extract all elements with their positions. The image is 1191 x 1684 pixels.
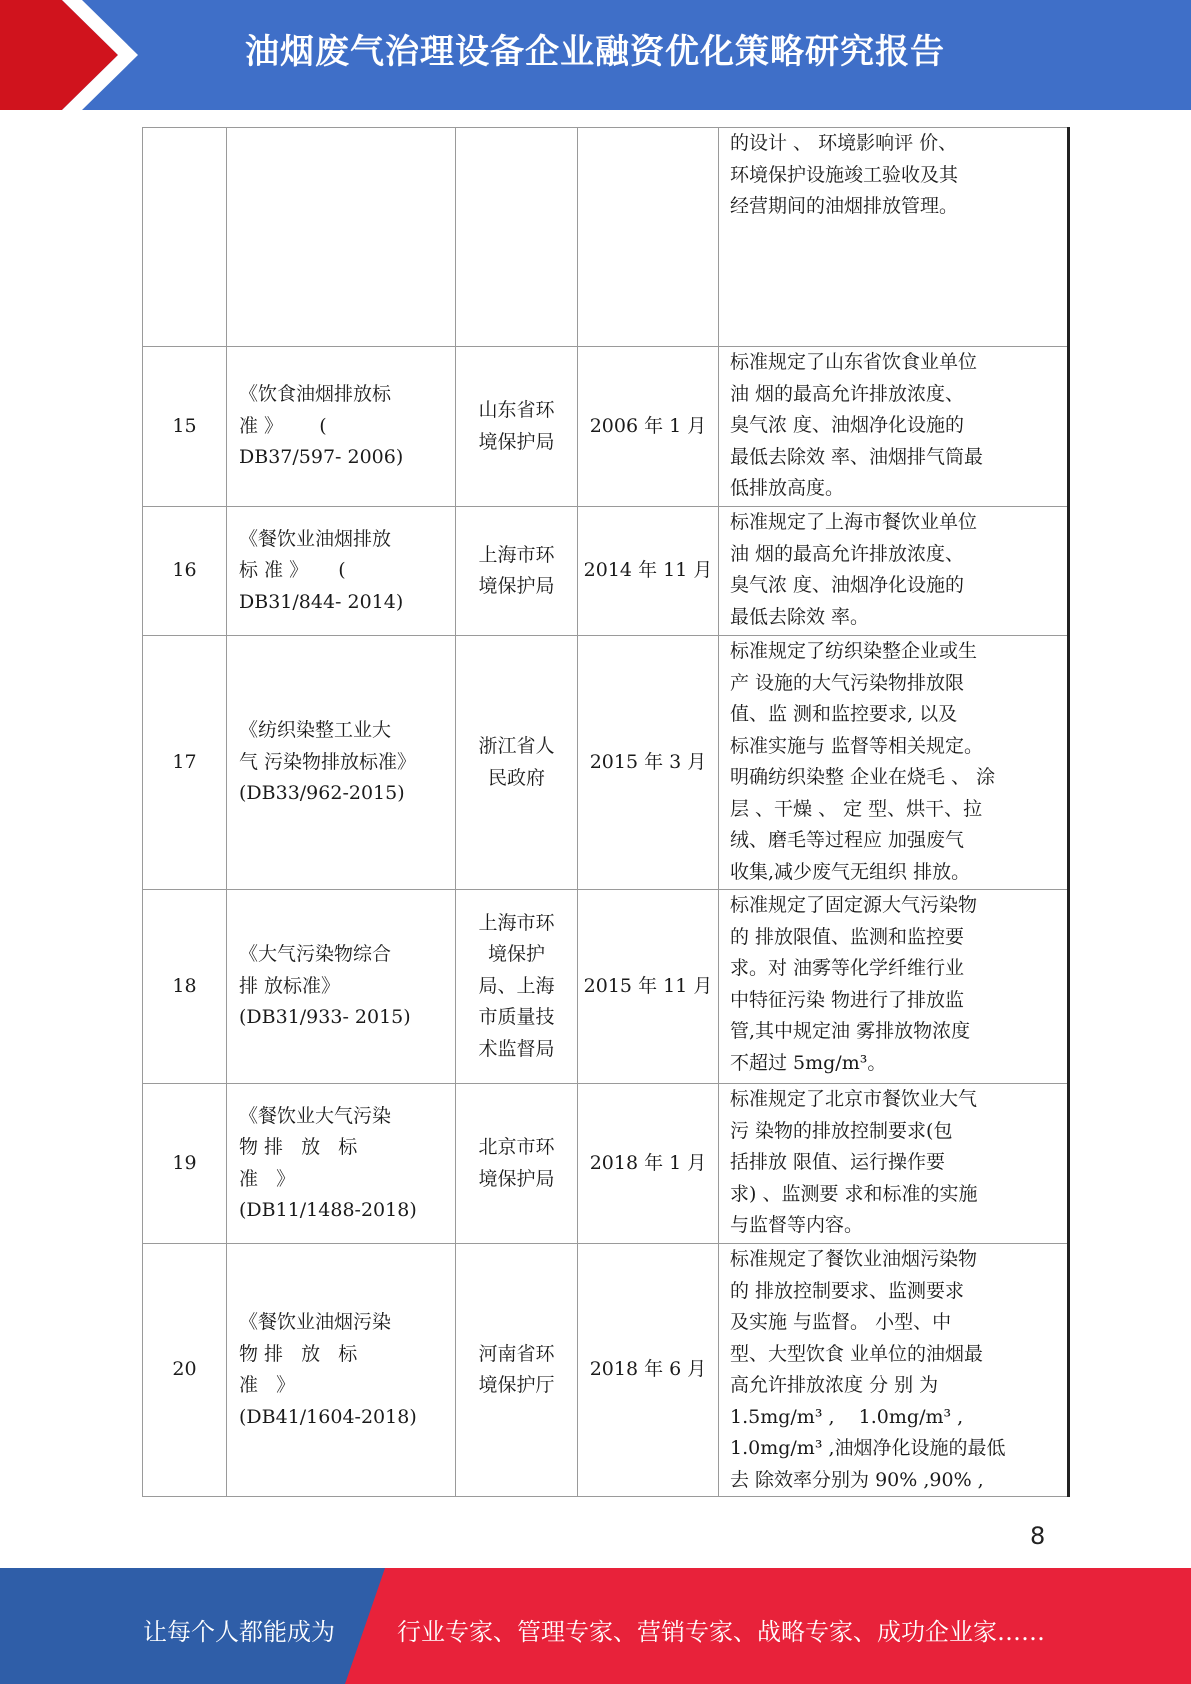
table-row xyxy=(143,507,1069,636)
cell-description-line: 求。对 油雾等化学纤维行业 xyxy=(730,957,965,979)
cell-description xyxy=(719,1084,1069,1244)
cell-authority-line: 境保护厅 xyxy=(478,1374,555,1396)
cell-standard-name-line: 《饮食油烟排放标 xyxy=(239,383,392,406)
cell-description-line: 油 烟的最高允许排放浓度、 xyxy=(730,382,965,405)
cell-standard-name-line: 排 放标准》 xyxy=(239,974,341,997)
cell-description-line: 及实施 与监督。 小型、中 xyxy=(730,1311,952,1333)
cell-standard-name-line: 标 准 》 ( xyxy=(239,559,346,582)
header-title: 油烟废气治理设备企业融资优化策略研究报告 xyxy=(245,32,945,72)
cell-standard-name xyxy=(227,890,456,1084)
cell-authority xyxy=(456,636,578,890)
cell-description-line: 的 排放控制要求、监测要求 xyxy=(730,1279,965,1302)
cell-description-line: 绒、磨毛等过程应 加强废气 xyxy=(730,829,965,851)
cell-authority-line: 民政府 xyxy=(487,766,545,789)
cell-standard-name-line: 《餐饮业大气污染 xyxy=(239,1104,392,1127)
cell-standard-name-line: 准 》 xyxy=(239,1167,296,1190)
cell-number: 17 xyxy=(143,636,227,890)
cell-standard-name-line: 《餐饮业油烟污染 xyxy=(239,1311,392,1333)
cell-description-line: 中特征污染 物进行了排放监 xyxy=(730,988,965,1011)
cell-authority xyxy=(456,507,578,636)
cell-standard-name-line: 气 污染物排放标准》 xyxy=(239,750,417,773)
cell-description-line: 1.5mg/m³ , 1.0mg/m³ , xyxy=(730,1405,964,1428)
table-row xyxy=(143,1084,1069,1244)
cell-standard-name xyxy=(227,1244,456,1497)
cell-description xyxy=(719,1244,1069,1497)
cell-authority xyxy=(456,890,578,1084)
cell-standard-name xyxy=(227,1084,456,1244)
cell-description xyxy=(719,636,1069,890)
standards-table xyxy=(142,127,1070,1497)
page-number: 8 xyxy=(1030,1522,1046,1550)
cell-date: 2014 年 11 月 xyxy=(578,507,719,636)
cell-authority-line: 局、上海 xyxy=(478,974,555,997)
cell-number xyxy=(143,128,227,347)
table-row xyxy=(143,636,1069,890)
cell-authority xyxy=(456,347,578,507)
table-row xyxy=(143,347,1069,507)
table-row xyxy=(143,1244,1069,1497)
cell-description-line: 最低去除效 率、油烟排气筒最 xyxy=(730,445,984,468)
cell-standard-name-line: (DB31/933- 2015) xyxy=(239,1006,411,1029)
table-row xyxy=(143,890,1069,1084)
cell-standard-name-line: (DB41/1604-2018) xyxy=(239,1405,417,1428)
cell-standard-name xyxy=(227,128,456,347)
cell-description xyxy=(719,890,1069,1084)
cell-authority xyxy=(456,1244,578,1497)
cell-description-line: 标准规定了山东省饮食业单位 xyxy=(730,351,978,373)
cell-description-line: 臭气浓 度、油烟净化设施的 xyxy=(730,574,965,596)
cell-authority-line: 河南省环 xyxy=(478,1342,555,1365)
cell-standard-name-line: 准 》 xyxy=(239,1374,296,1396)
cell-description-line: 求) 、监测要 求和标准的实施 xyxy=(730,1182,978,1205)
cell-description xyxy=(719,347,1069,507)
cell-number: 15 xyxy=(143,347,227,507)
cell-standard-name-line: 《纺织染整工业大 xyxy=(239,719,392,742)
cell-description xyxy=(719,128,1069,347)
cell-standard-name-line: 《餐饮业油烟排放 xyxy=(239,527,392,550)
footer-slogan-left: 让每个人都能成为 xyxy=(143,1618,335,1646)
cell-standard-name xyxy=(227,636,456,890)
cell-standard-name-line: DB37/597- 2006) xyxy=(239,446,404,469)
cell-standard-name-line: 物 排 放 标 xyxy=(239,1136,358,1158)
cell-description-line: 标准规定了上海市餐饮业单位 xyxy=(730,511,978,533)
cell-standard-name xyxy=(227,507,456,636)
cell-authority-line: 境保护局 xyxy=(478,430,555,453)
footer-slogan-right: 行业专家、管理专家、营销专家、战略专家、成功企业家…… xyxy=(397,1618,1045,1646)
cell-description-line: 污 染物的排放控制要求(包 xyxy=(730,1119,953,1142)
cell-authority-line: 上海市环 xyxy=(478,543,555,566)
cell-standard-name-line: 准 》 ( xyxy=(239,414,327,437)
cell-standard-name-line: 物 排 放 标 xyxy=(239,1342,358,1365)
cell-description-line: 的设计 、 环境影响评 价、 xyxy=(730,132,958,154)
cell-date: 2018 年 6 月 xyxy=(578,1244,719,1497)
cell-date: 2015 年 3 月 xyxy=(578,636,719,890)
cell-authority-line: 上海市环 xyxy=(478,911,555,934)
cell-authority-line: 术监督局 xyxy=(478,1037,555,1060)
cell-authority-line: 北京市环 xyxy=(478,1136,555,1158)
cell-description-line: 低排放高度。 xyxy=(730,477,845,499)
cell-description-line: 层 、干燥 、 定 型、烘干、拉 xyxy=(730,797,983,820)
cell-standard-name xyxy=(227,347,456,507)
cell-description-line: 标准规定了纺织染整企业或生 xyxy=(730,640,978,662)
cell-number: 19 xyxy=(143,1084,227,1244)
cell-standard-name-line: 《大气污染物综合 xyxy=(239,943,392,966)
cell-description-line: 标准规定了固定源大气污染物 xyxy=(730,894,978,916)
cell-date xyxy=(578,128,719,347)
cell-number: 20 xyxy=(143,1244,227,1497)
cell-description-line: 臭气浓 度、油烟净化设施的 xyxy=(730,414,965,436)
cell-description-line: 的 排放限值、监测和监控要 xyxy=(730,925,965,948)
cell-description-line: 型、大型饮食 业单位的油烟最 xyxy=(730,1342,984,1365)
header-chevron-decoration xyxy=(0,0,150,110)
cell-date: 2015 年 11 月 xyxy=(578,890,719,1084)
cell-authority xyxy=(456,1084,578,1244)
cell-description-line: 管,其中规定油 雾排放物浓度 xyxy=(730,1020,971,1042)
cell-standard-name-line: (DB11/1488-2018) xyxy=(239,1199,417,1221)
cell-authority-line: 境保护局 xyxy=(478,575,555,597)
cell-description xyxy=(719,507,1069,636)
cell-standard-name-line: DB31/844- 2014) xyxy=(239,590,404,613)
cell-standard-name-line: (DB33/962-2015) xyxy=(239,782,405,805)
cell-authority-line: 浙江省人 xyxy=(478,735,555,757)
cell-description-line: 油 烟的最高允许排放浓度、 xyxy=(730,542,965,565)
page-header xyxy=(0,0,1191,110)
cell-description-line: 值、监 测和监控要求, 以及 xyxy=(730,703,958,725)
cell-description-line: 标准规定了北京市餐饮业大气 xyxy=(730,1088,978,1110)
cell-description-line: 1.0mg/m³ ,油烟净化设施的最低 xyxy=(730,1437,1006,1459)
cell-description-line: 高允许排放浓度 分 别 为 xyxy=(730,1374,939,1396)
cell-description-line: 标准规定了餐饮业油烟污染物 xyxy=(730,1248,978,1270)
cell-description-line: 去 除效率分别为 90% ,90% , xyxy=(730,1468,984,1491)
cell-description-line: 环境保护设施竣工验收及其 xyxy=(730,163,959,186)
cell-description-line: 产 设施的大气污染物排放限 xyxy=(730,671,965,694)
cell-date: 2006 年 1 月 xyxy=(578,347,719,507)
cell-authority-line: 山东省环 xyxy=(478,399,555,421)
cell-authority-line: 境保护 xyxy=(487,943,545,966)
cell-date: 2018 年 1 月 xyxy=(578,1084,719,1244)
cell-description-line: 最低去除效 率。 xyxy=(730,605,870,628)
cell-authority-line: 市质量技 xyxy=(478,1006,555,1029)
cell-description-line: 与监督等内容。 xyxy=(730,1214,864,1236)
cell-description-line: 不超过 5mg/m³。 xyxy=(730,1051,887,1074)
cell-authority xyxy=(456,128,578,347)
cell-description-line: 明确纺织染整 企业在烧毛 、 涂 xyxy=(730,766,996,788)
cell-description-line: 括排放 限值、运行操作要 xyxy=(730,1151,946,1173)
cell-number: 16 xyxy=(143,507,227,636)
cell-authority-line: 境保护局 xyxy=(478,1167,555,1190)
cell-number: 18 xyxy=(143,890,227,1084)
cell-description-line: 标准实施与 监督等相关规定。 xyxy=(730,734,984,757)
cell-description-line: 经营期间的油烟排放管理。 xyxy=(730,195,959,217)
table-row xyxy=(143,128,1069,347)
cell-description-line: 收集,减少废气无组织 排放。 xyxy=(730,860,971,883)
